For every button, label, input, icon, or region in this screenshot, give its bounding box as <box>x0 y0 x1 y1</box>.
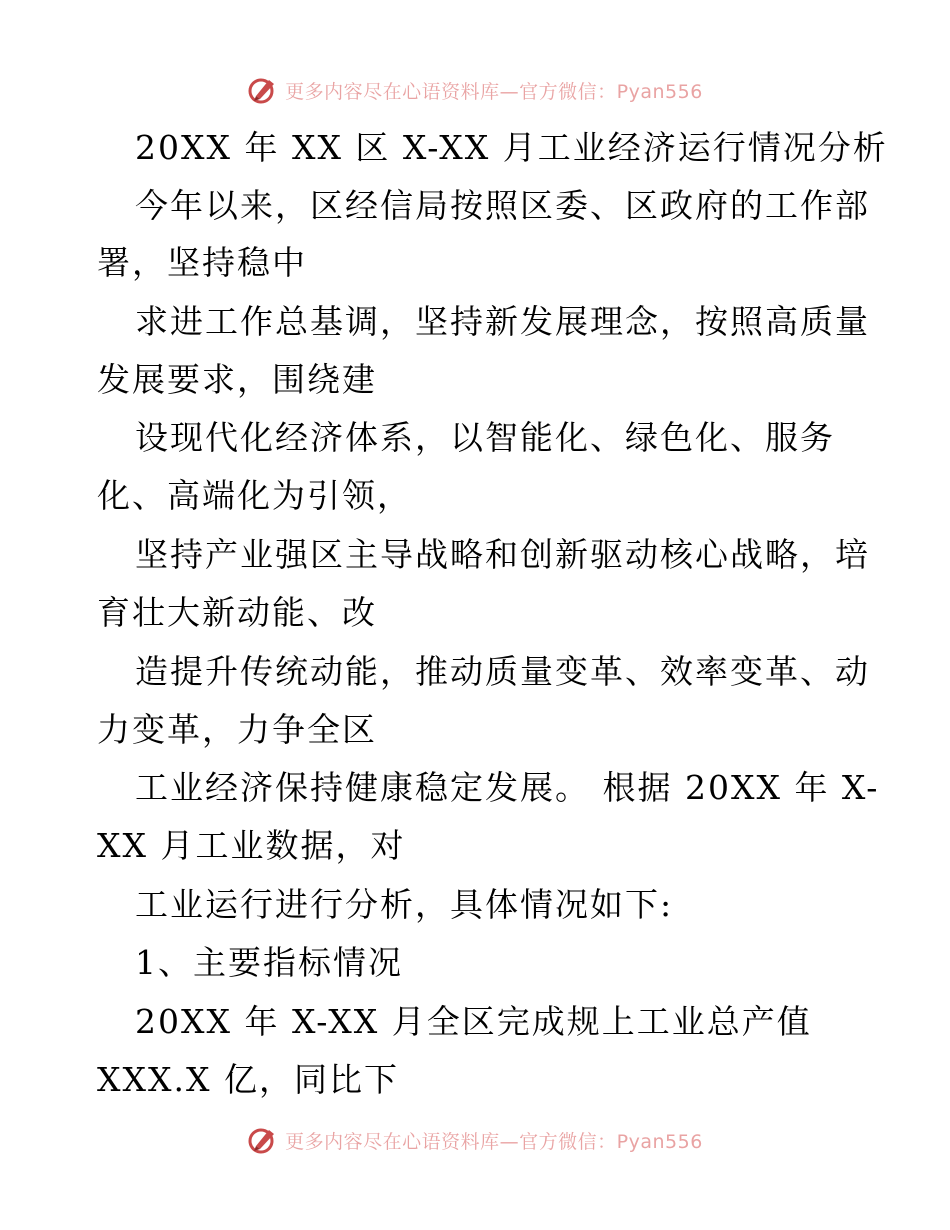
paragraph-line: 化、高端化为引领， <box>97 476 412 515</box>
paragraph-line: XX 月工业数据，对 <box>97 826 406 865</box>
paragraph-line: 工业经济保持健康稳定发展。 根据 20XX 年 X- <box>135 768 880 807</box>
paragraph-line: 20XX 年 X-XX 月全区完成规上工业总产值 <box>135 1002 812 1041</box>
paragraph-line: 造提升传统动能，推动质量变革、效率变革、动 <box>135 652 870 691</box>
section-heading: 1、主要指标情况 <box>135 943 403 982</box>
paragraph-line: 坚持产业强区主导战略和创新驱动核心战略，培 <box>135 535 870 574</box>
paragraph-line: 发展要求，围绕建 <box>97 360 377 399</box>
paragraph-line: 求进工作总基调，坚持新发展理念，按照高质量 <box>135 302 870 341</box>
footer-watermark-text: 更多内容尽在心语资料库—官方微信：Pyan556 <box>285 1130 703 1153</box>
paragraph-line: XXX.X 亿，同比下 <box>97 1060 399 1099</box>
document-title: 20XX 年 XX 区 X-XX 月工业经济运行情况分析 <box>135 128 888 167</box>
footer-watermark <box>0 1120 950 1160</box>
header-watermark-text: 更多内容尽在心语资料库—官方微信：Pyan556 <box>285 80 703 103</box>
paragraph-line: 设现代化经济体系，以智能化、绿色化、服务 <box>135 418 835 457</box>
paragraph-line: 力变革，力争全区 <box>97 710 377 749</box>
paragraph-line: 工业运行进行分析，具体情况如下: <box>135 885 674 924</box>
pen-nib-logo-icon <box>247 1124 279 1156</box>
pen-nib-logo-icon <box>247 74 279 106</box>
paragraph-line: 今年以来，区经信局按照区委、区政府的工作部 <box>135 186 870 225</box>
paragraph-line: 育壮大新动能、改 <box>97 593 377 632</box>
header-watermark <box>0 70 950 110</box>
paragraph-line: 署，坚持稳中 <box>97 243 307 282</box>
